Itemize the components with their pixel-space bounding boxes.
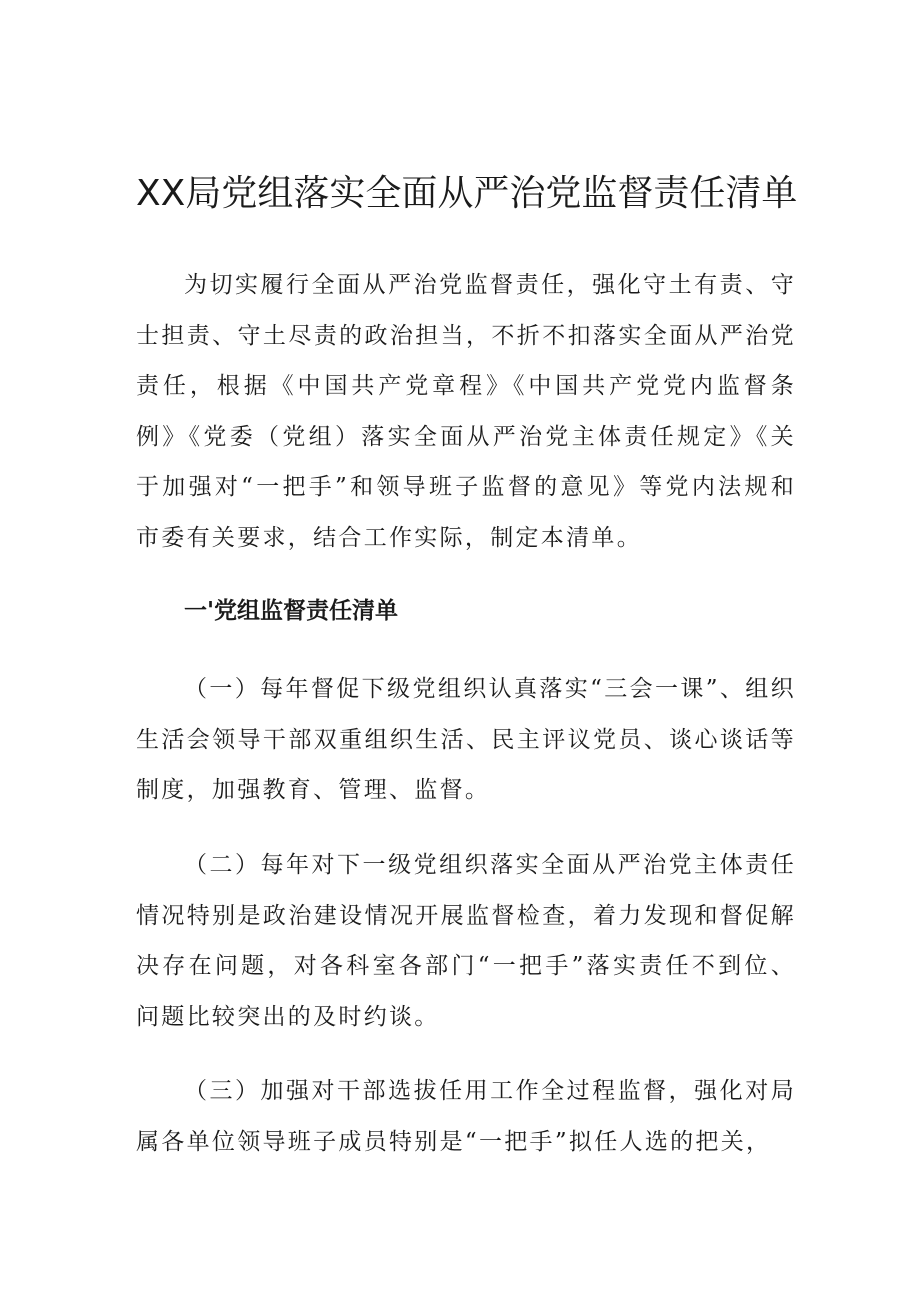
list-item: （二）每年对下一级党组织落实全面从严治党主体责任情况特别是政治建设情况开展监督检查，着力发现和督促解决存在问题，对各科室各部门“一把手”落实责任不到位、问题比较突出的及时约谈。: [136, 852, 796, 1030]
list-item: （一）每年督促下级党组织认真落实“三会一课”、组织生活会领导干部双重组织生活、民主评议党员、谈心谈话等制度，加强教育、管理、监督。: [136, 676, 796, 804]
intro-paragraph: 为切实履行全面从严治党监督责任，强化守土有责、守士担责、守土尽责的政治担当，不折不扣落实全面从严治党责任，根据《中国共产党章程》《中国共产党党内监督条例》《党委（党组）落实全面从严治党主体责任规定》《关于加强对“一把手”和领导班子监督的意见》等党内法规和市委有关要求，结合工作实际，制定本清单。: [136, 272, 796, 551]
section-heading: 一'党组监督责任清单: [184, 598, 399, 624]
document-title: XX局党组落实全面从严治党监督责任清单: [136, 173, 798, 214]
list-item: （三）加强对干部选拔任用工作全过程监督，强化对局属各单位领导班子成员特别是“一把手”拟任人选的把关，: [136, 1078, 796, 1155]
